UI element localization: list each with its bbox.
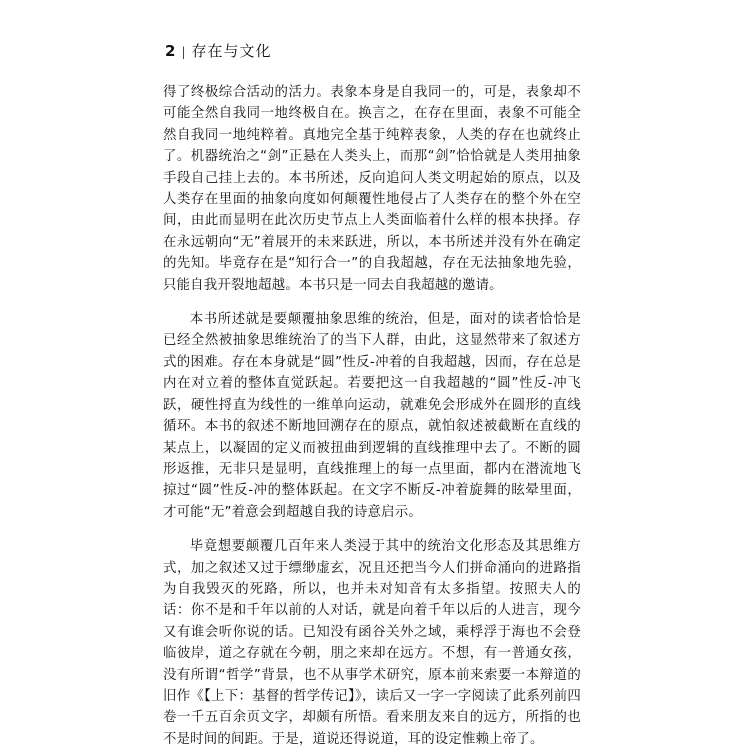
page-header <box>165 42 272 61</box>
running-title: 存在与文化 <box>191 42 272 60</box>
paragraph: 本书所述就是要颠覆抽象思维的统治，但是，面对的读者恰恰是已经全然被抽象思维统治了的当下人群，由此，这显然带来了叙述方式的困难。存在本身就是“圆”性反-冲着的自我超越，因而，存在总是内在对立着的整体直觉跃起。若要把这一自我超越的“圆”性反-冲飞跃，硬性捋直为线性的一维单向运动，就难免会形成外在圆形的直线循环。本书的叙述不断地回溯存在的原点，就怕叙述被截断在直线的某点上，以凝固的定义而被扭曲到逻辑的直线推理中去了。不断的圆形返推，无非只是显明，直线推理上的每一点里面，都内在潜流地飞掠过“圆”性反-冲的整体跃起。在文字不断反-冲着旋舞的眩晕里面，才可能“无”着意会到超越自我的诗意启示。 <box>163 312 581 520</box>
paragraph-continued: 得了终极综合活动的活力。表象本身是自我同一的，可是，表象却不可能全然自我同一地终极自在。换言之，在存在里面，表象不可能全然自我同一地纯粹着。真地完全基于纯粹表象，人类的存在也就终止了。机器统治之“剑”正悬在人类头上，而那“剑”恰恰就是人类用抽象手段自己挂上去的。本书所述，反向追问人类文明起始的原点，以及人类存在里面的抽象向度如何颠覆性地侵占了人类存在的整个外在空间，由此而显明在此次历史节点上人类面临着什么样的根本抉择。存在永远朝向“无”着展开的未来跃进，所以，本书所述并没有外在确定的先知。毕竟存在是“知行合一”的自我超越，存在无法抽象地先验，只能自我开裂地超越。本书只是一同去自我超越的邀请。 <box>163 85 581 293</box>
header-separator: | <box>181 45 186 59</box>
body-text <box>163 82 581 750</box>
paragraph: 毕竟想要颠覆几百年来人类浸于其中的统治文化形态及其思维方式，加之叙述又过于缥缈虚玄，况且还把当今人们拼命涌向的进路指为自我毁灭的死路，所以，也并未对知音有太多指望。按照夫人的话：你不是和千年以前的人对话，就是向着千年以后的人进言，现今又有谁会听你说的话。已知没有函谷关外之域，乘桴浮于海也不会登临彼岸，道之存就在今朝，朋之来却在远方。不想，有一普通女孩，没有所谓“哲学”背景，也不从事学术研究，原本前来索要一本辩道的旧作《【上下：基督的哲学传记】》，读后又一字一字阅读了此系列前四卷一千五百余页文字，却颇有所悟。看来朋友来自的远方，所指的也不是时间的间距。于是，道说还得说道，耳的设定惟赖上帝了。 <box>163 539 581 747</box>
page-number: 2 <box>165 42 176 60</box>
